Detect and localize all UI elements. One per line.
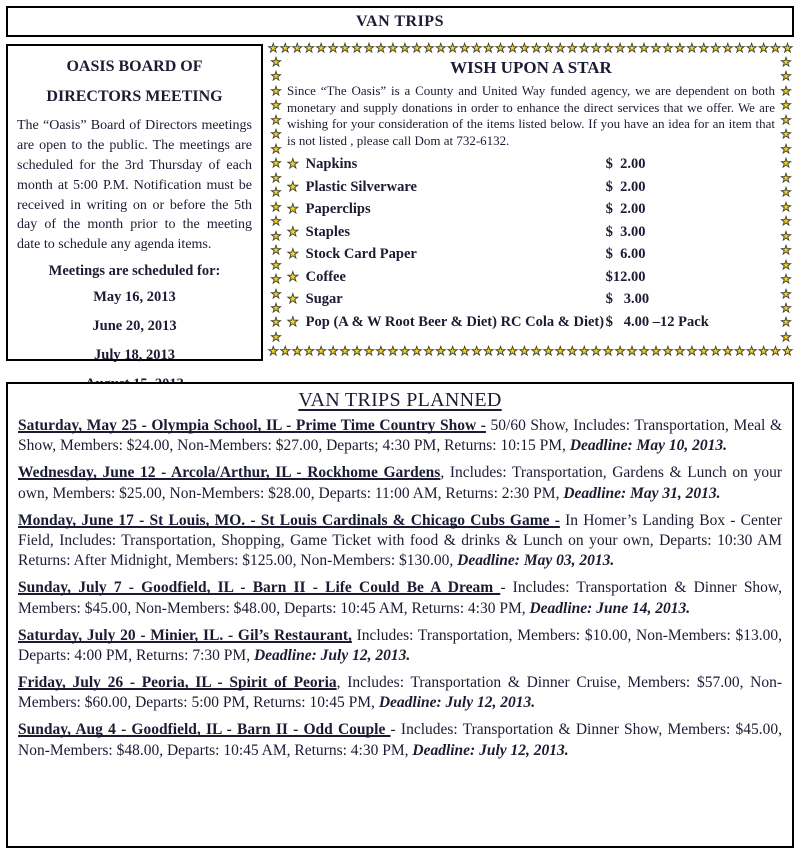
wish-item-name: Pop (A & W Root Beer & Diet) RC Cola & Diet) <box>305 313 605 330</box>
trip-entry <box>18 578 782 619</box>
star-border-left <box>269 56 283 343</box>
star-icon: ★ <box>270 286 282 301</box>
star-icon: ★ <box>270 185 282 200</box>
wish-item-price: $ 3.00 <box>605 223 646 240</box>
star-icon: ★ <box>287 224 299 240</box>
star-icon: ★ <box>780 156 792 171</box>
star-icon: ★ <box>270 214 282 229</box>
trip-body: 50/60 Show, Includes: Transportation, Meal & Show, Members: $24.00, Non-Members: $27.00, Departs; 4:30 PM, Returns: 10:15 PM, <box>18 417 782 455</box>
trip-body: Includes: Transportation, Members: $10.00, Non-Members: $13.00, Departs: 4:00 PM, Returns: 7:30 PM, <box>18 626 783 665</box>
star-icon: ★ <box>270 112 282 127</box>
star-icon: ★ <box>780 112 792 127</box>
trip-body: , Includes: Transportation & Dinner Cruise, Members: $57.00, Non-Members: $60.00, Departs: 5:00 PM, Returns: 10:45 PM, <box>18 673 782 712</box>
trip-title: Sunday, July 7 - Goodfield, IL - Barn II - Life Could Be A Dream <box>18 579 501 597</box>
wish-item-price: $ 2.00 <box>605 201 646 217</box>
wish-item-price: $ 3.00 <box>605 291 650 307</box>
star-icon: ★ <box>287 202 299 217</box>
wish-item-price: $ 2.00 <box>605 178 646 195</box>
wish-item <box>287 201 775 224</box>
van-trips-planned-box <box>6 382 794 848</box>
star-icon: ★ <box>270 300 282 315</box>
board-title-line1: OASIS BOARD OF <box>66 58 203 75</box>
trip-title: Saturday, May 25 - Olympia School, IL - Prime Time Country Show - <box>18 417 486 434</box>
trip-body: , Includes: Transportation, Gardens & Lunch on your own, Members: $25.00, Non-Members: $28.00, Departs: 11:00 AM, Returns: 2:30 PM, <box>18 464 782 502</box>
star-icon: ★ <box>780 170 792 185</box>
page-title: VAN TRIPS <box>356 12 444 30</box>
star-icon: ★ <box>780 300 792 315</box>
star-icon: ★ <box>287 292 299 307</box>
star-icon: ★ <box>270 98 282 113</box>
trip-body: In Homer’s Landing Box - Center Field, Includes: Transportation, Shopping, Game Ticket with food & drinks & Lunch on your own, Departs: 10:30 AM Returns: After Midnight, Members: $125.00, Non-Members: $130.00, <box>18 511 782 570</box>
star-icon: ★ <box>270 199 282 214</box>
trip-entry <box>18 673 782 714</box>
wish-item-price: $ 4.00 –12 Pack <box>605 313 709 330</box>
star-icon: ★ <box>270 127 282 142</box>
trip-body: - Includes: Transportation & Dinner Show, Members: $45.00, Non-Members: $48.00, Departs: 10:45 AM, Returns: 4:30 PM, <box>18 579 782 617</box>
star-border-bottom: ★★★★★★★★★★★★★★★★★★★★★★★★★★★★★★★★★★★★★★★★★★★★ <box>267 345 795 357</box>
star-icon: ★ <box>780 329 792 344</box>
trip-title: Sunday, Aug 4 - Goodfield, IL - Barn II - Odd Couple <box>18 721 391 739</box>
trip-deadline: Deadline: May 31, 2013. <box>563 484 721 502</box>
star-border-right <box>779 56 793 343</box>
star-icon: ★ <box>287 247 299 262</box>
trip-deadline: Deadline: June 14, 2013. <box>529 599 691 617</box>
wish-title: WISH UPON A STAR <box>450 58 612 77</box>
star-icon: ★ <box>780 272 792 287</box>
wish-item-name: Paperclips <box>305 201 371 217</box>
star-icon: ★ <box>270 69 282 84</box>
wish-item-name: Stock Card Paper <box>305 246 417 262</box>
trip-list <box>18 416 782 761</box>
trip-title: Saturday, July 20 - Minier, IL. - Gil’s Restaurant, <box>18 626 352 644</box>
star-icon: ★ <box>780 286 792 301</box>
wish-item-name: Sugar <box>305 291 343 307</box>
trip-deadline: Deadline: May 03, 2013. <box>457 552 615 570</box>
trip-body: - Includes: Transportation & Dinner Show, Members: $45.00, Non-Members: $48.00, Departs: 10:45 AM, Returns: 4:30 PM, <box>18 721 782 759</box>
wish-item <box>287 179 775 202</box>
wish-item-price: $ 2.00 <box>605 156 646 172</box>
star-icon: ★ <box>287 314 299 330</box>
star-icon: ★ <box>270 141 282 156</box>
star-icon: ★ <box>270 315 282 330</box>
star-icon: ★ <box>780 69 792 84</box>
star-icon: ★ <box>270 170 282 185</box>
star-icon: ★ <box>780 228 792 243</box>
wish-item <box>287 246 775 269</box>
meeting-date: May 16, 2013 <box>93 289 176 306</box>
star-icon: ★ <box>780 257 792 272</box>
trip-entry <box>18 416 782 457</box>
wish-content <box>287 55 775 345</box>
trip-entry <box>18 626 782 667</box>
star-icon: ★ <box>780 127 792 142</box>
trip-title: Friday, July 26 - Peoria, IL - Spirit of Peoria <box>18 673 337 691</box>
star-icon: ★ <box>780 199 792 214</box>
star-icon: ★ <box>270 257 282 272</box>
wish-item <box>287 291 775 314</box>
star-icon: ★ <box>780 315 792 330</box>
trip-entry <box>18 720 782 761</box>
star-icon: ★ <box>287 269 299 285</box>
meeting-dates <box>17 286 252 396</box>
board-meeting-title <box>17 52 252 112</box>
wish-item-name: Staples <box>305 223 350 240</box>
wish-item <box>287 314 775 337</box>
trip-deadline: Deadline: July 12, 2013. <box>253 647 411 665</box>
board-meeting-box <box>6 44 263 364</box>
star-icon: ★ <box>270 55 282 69</box>
star-icon: ★ <box>270 228 282 243</box>
star-icon: ★ <box>780 214 792 229</box>
star-icon: ★ <box>780 83 792 98</box>
board-title-line2: DIRECTORS MEETING <box>46 88 223 105</box>
trip-deadline: Deadline: May 10, 2013. <box>569 437 727 455</box>
trip-entry <box>18 463 782 504</box>
star-icon: ★ <box>780 55 792 69</box>
star-icon: ★ <box>287 157 299 172</box>
star-icon: ★ <box>270 272 282 287</box>
wish-item-name: Napkins <box>305 156 358 172</box>
wish-item-price: $ 6.00 <box>605 246 646 262</box>
star-icon: ★ <box>780 141 792 156</box>
star-icon: ★ <box>270 329 282 344</box>
trip-deadline: Deadline: July 12, 2013. <box>378 694 536 712</box>
wish-intro: Since “The Oasis” is a County and United Way funded agency, we are dependent on both monetary and supply donations in order to enhance the direct services that we offer. We are wishing for your consideration of the items listed below. If you have an idea for an item that is not listed , please call Dom at 732-6132. <box>287 83 775 148</box>
star-icon: ★ <box>270 243 282 258</box>
wish-item-name: Plastic Silverware <box>305 178 417 195</box>
wish-item <box>287 224 775 247</box>
trip-title: Monday, June 17 - St Louis, MO. - St Louis Cardinals & Chicago Cubs Game - <box>18 511 560 529</box>
page-header <box>6 6 794 37</box>
meeting-date: July 18, 2013 <box>94 347 175 364</box>
wish-item <box>287 269 775 292</box>
star-icon: ★ <box>270 83 282 98</box>
meeting-date: June 20, 2013 <box>92 318 177 335</box>
van-trips-planned-title: VAN TRIPS PLANNED <box>298 389 502 411</box>
trip-title: Wednesday, June 12 - Arcola/Arthur, IL - Rockhome Gardens <box>18 464 441 482</box>
star-icon: ★ <box>780 243 792 258</box>
board-meeting-body: The “Oasis” Board of Directors meetings are open to the public. The meetings are scheduled for the 3rd Thursday of each month at 5:00 P.M. Notification must be received in writing on or before the 5th day of the month prior to the meeting date to schedule any agenda items. <box>17 118 252 253</box>
trip-deadline: Deadline: July 12, 2013. <box>412 741 569 759</box>
wish-upon-a-star-box <box>267 40 795 359</box>
star-icon: ★ <box>780 185 792 200</box>
wish-list <box>287 156 775 336</box>
trip-entry <box>18 511 782 572</box>
schedule-label: Meetings are scheduled for: <box>48 263 221 280</box>
wish-item-price: $12.00 <box>605 268 646 285</box>
wish-item <box>287 156 775 179</box>
star-icon: ★ <box>270 156 282 171</box>
star-icon: ★ <box>780 98 792 113</box>
star-border-top: ★★★★★★★★★★★★★★★★★★★★★★★★★★★★★★★★★★★★★★★★★★★★ <box>267 42 795 54</box>
star-icon: ★ <box>287 179 299 195</box>
wish-item-name: Coffee <box>305 268 346 285</box>
